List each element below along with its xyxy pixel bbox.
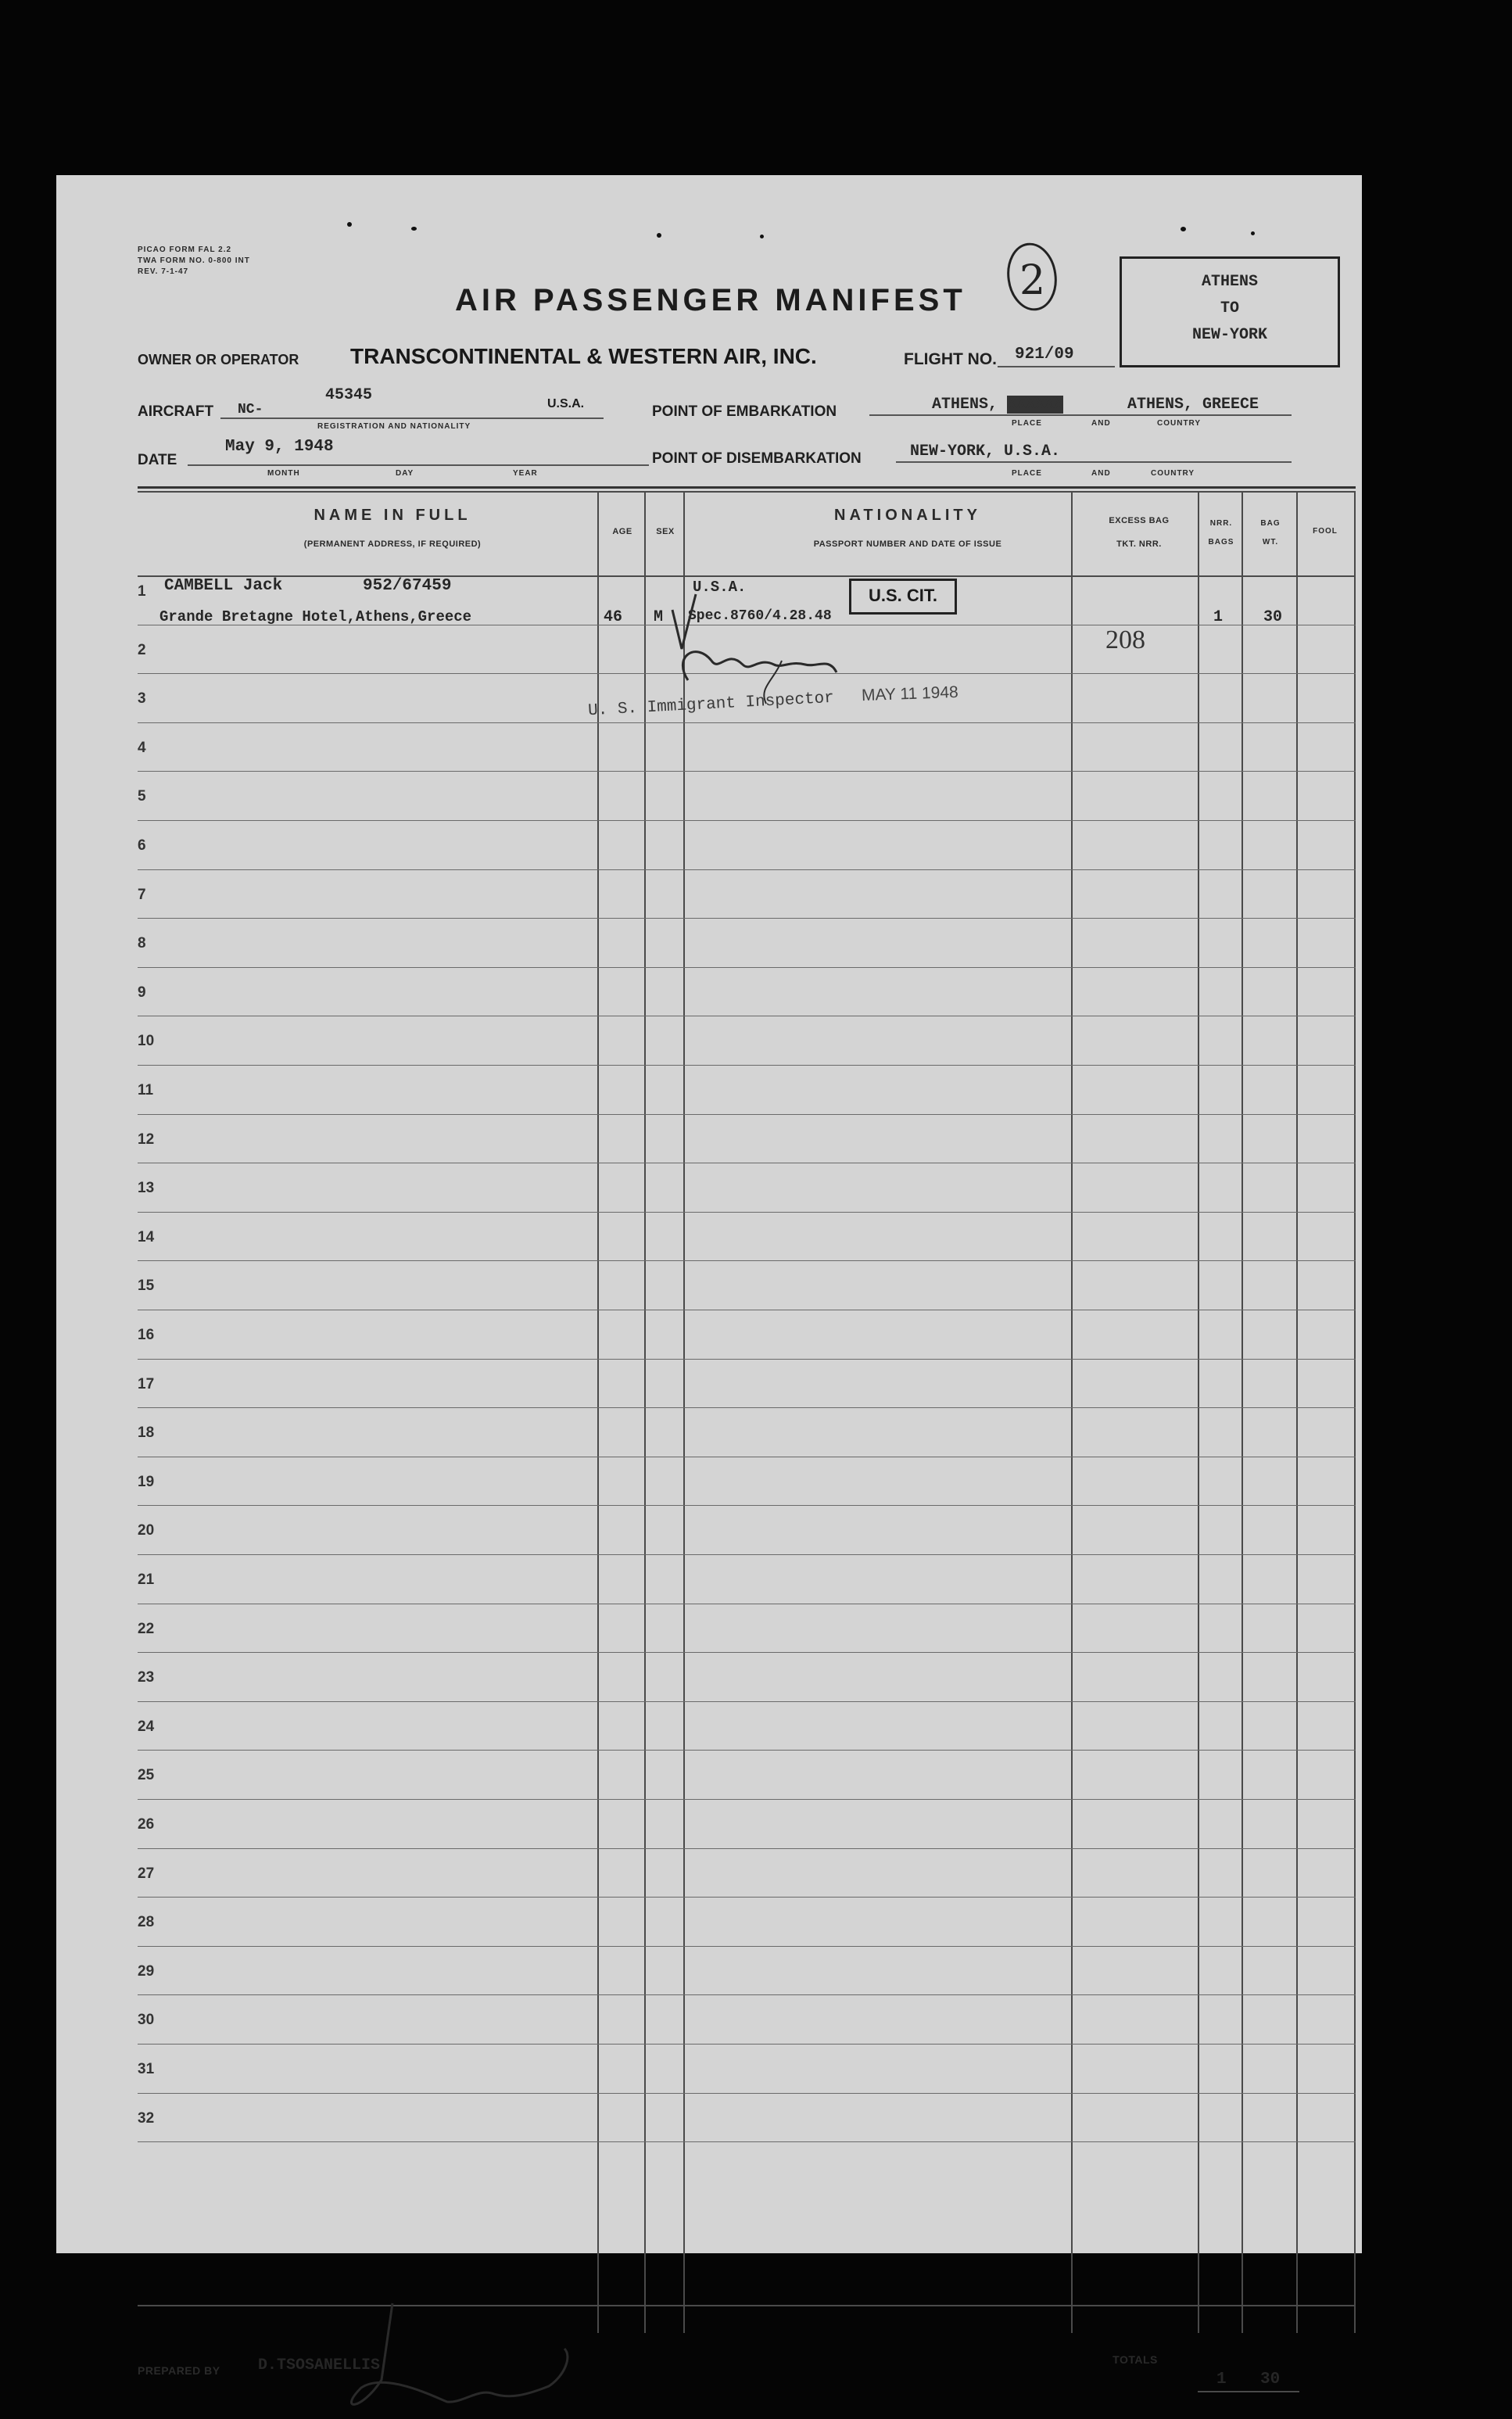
col-fol-header: FOOL bbox=[1313, 527, 1338, 536]
col-divider-right bbox=[1354, 491, 1356, 2333]
passenger-bags: 1 bbox=[1213, 608, 1224, 626]
disembark-caption-country: COUNTRY bbox=[1151, 469, 1195, 478]
form-code-2: TWA FORM NO. 0-800 INT bbox=[138, 256, 250, 265]
passenger-sex: M bbox=[654, 608, 664, 626]
row-rule bbox=[138, 1946, 1356, 1947]
col-bags-header-1: NRR. bbox=[1209, 519, 1233, 528]
date-caption-month: MONTH bbox=[267, 469, 300, 478]
route-destination: NEW-YORK bbox=[1191, 326, 1267, 344]
row-rule bbox=[138, 967, 1356, 968]
row-number-27: 27 bbox=[138, 1865, 155, 1882]
col-divider-fol bbox=[1296, 491, 1298, 2333]
disembarkation-value: NEW-YORK, U.S.A. bbox=[910, 443, 1061, 461]
row-rule bbox=[138, 1897, 1356, 1898]
ink-speck bbox=[347, 222, 352, 227]
prepared-by-label: PREPARED BY bbox=[138, 2364, 220, 2377]
passenger-name: CAMBELL Jack bbox=[164, 577, 283, 595]
row-number-29: 29 bbox=[138, 1963, 155, 1980]
disembark-caption-and: AND bbox=[1091, 469, 1111, 478]
preparer-signature bbox=[291, 2302, 588, 2419]
col-name-header: NAME IN FULL bbox=[314, 507, 471, 524]
route-origin: ATHENS bbox=[1201, 273, 1258, 291]
row-number-12: 12 bbox=[138, 1131, 155, 1148]
row-number-1: 1 bbox=[138, 583, 146, 600]
col-divider-excess bbox=[1071, 491, 1073, 2333]
row-rule bbox=[138, 1407, 1356, 1408]
row-rule bbox=[138, 1848, 1356, 1849]
disembark-caption-place: PLACE bbox=[1012, 469, 1042, 478]
col-excess-header-2: TKT. NRR. bbox=[1116, 539, 1162, 549]
row-rule bbox=[138, 1750, 1356, 1751]
row-number-15: 15 bbox=[138, 1278, 155, 1294]
row-number-8: 8 bbox=[138, 935, 146, 951]
passenger-address: Grande Bretagne Hotel,Athens,Greece bbox=[159, 608, 472, 625]
row-rule bbox=[138, 1260, 1356, 1261]
inspector-title: U. S. Immigrant Inspector bbox=[587, 689, 835, 721]
row-number-23: 23 bbox=[138, 1669, 155, 1686]
date-value: May 9, 1948 bbox=[225, 438, 334, 456]
ink-speck bbox=[1181, 227, 1186, 231]
col-weight-header-2: WT. bbox=[1262, 538, 1279, 547]
table-top-rule bbox=[138, 486, 1356, 489]
col-divider-sex bbox=[644, 491, 646, 2333]
row-number-10: 10 bbox=[138, 1033, 155, 1049]
page-title: AIR PASSENGER MANIFEST bbox=[455, 283, 966, 317]
ink-speck bbox=[760, 235, 764, 238]
row-number-28: 28 bbox=[138, 1914, 155, 1930]
flight-number: 921/09 bbox=[1015, 346, 1074, 364]
row-rule bbox=[138, 2141, 1356, 2142]
owner-label: OWNER OR OPERATOR bbox=[138, 352, 299, 367]
row-number-11: 11 bbox=[138, 1082, 154, 1098]
embarkation-value: ATHENS, GREECE bbox=[1127, 396, 1259, 414]
aircraft-number: 45345 bbox=[325, 386, 373, 404]
row-rule bbox=[138, 722, 1356, 723]
route-to: TO bbox=[1220, 299, 1239, 317]
passenger-number: 952/67459 bbox=[363, 577, 452, 595]
totals-underline bbox=[1198, 2391, 1299, 2392]
aircraft-label: AIRCRAFT bbox=[138, 403, 214, 420]
embark-caption-place: PLACE bbox=[1012, 419, 1042, 428]
row-number-17: 17 bbox=[138, 1376, 155, 1392]
table-top-rule-2 bbox=[138, 491, 1356, 493]
aircraft-prefix: NC- bbox=[238, 402, 263, 418]
embark-caption-and: AND bbox=[1091, 419, 1111, 428]
row-rule bbox=[138, 1994, 1356, 1995]
aircraft-country: U.S.A. bbox=[547, 397, 585, 410]
row-rule bbox=[138, 1701, 1356, 1702]
date-caption-year: YEAR bbox=[513, 469, 538, 478]
col-bags-header-2: BAGS bbox=[1208, 538, 1234, 547]
row-rule bbox=[138, 820, 1356, 821]
col-excess-header-1: EXCESS BAG bbox=[1109, 516, 1170, 525]
col-divider-bags bbox=[1198, 491, 1199, 2333]
page-mark-circle bbox=[1001, 238, 1063, 313]
row-number-18: 18 bbox=[138, 1425, 155, 1441]
total-bags: 1 bbox=[1216, 2371, 1227, 2389]
date-underline bbox=[188, 464, 649, 466]
excess-ticket-number: 208 bbox=[1105, 625, 1145, 654]
row-number-24: 24 bbox=[138, 1718, 155, 1735]
col-divider-nationality bbox=[683, 491, 685, 2333]
ink-speck bbox=[411, 227, 417, 231]
row-number-31: 31 bbox=[138, 2061, 155, 2077]
row-rule bbox=[138, 1652, 1356, 1653]
row-rule bbox=[138, 869, 1356, 870]
embark-caption-country: COUNTRY bbox=[1157, 419, 1202, 428]
header-bottom-rule bbox=[138, 575, 1356, 577]
page-mark-number: 2 bbox=[1019, 257, 1046, 304]
form-code-1: PICAO FORM FAL 2.2 bbox=[138, 245, 232, 254]
row-number-3: 3 bbox=[138, 690, 146, 707]
ink-speck bbox=[1251, 231, 1255, 235]
row-number-5: 5 bbox=[138, 788, 146, 805]
col-nationality-header: NATIONALITY bbox=[834, 507, 981, 524]
row-number-7: 7 bbox=[138, 887, 146, 903]
row-number-14: 14 bbox=[138, 1229, 155, 1245]
passenger-weight: 30 bbox=[1263, 608, 1283, 626]
ink-speck bbox=[657, 233, 661, 238]
passenger-age: 46 bbox=[604, 608, 623, 626]
passenger-passport: Spec.8760/4.28.48 bbox=[688, 608, 832, 624]
col-age-header: AGE bbox=[612, 527, 632, 536]
date-caption-day: DAY bbox=[396, 469, 414, 478]
embarkation-underline bbox=[869, 414, 1292, 416]
disembarkation-label: POINT OF DISEMBARKATION bbox=[652, 450, 862, 467]
row-rule bbox=[138, 918, 1356, 919]
row-number-22: 22 bbox=[138, 1621, 155, 1637]
row-number-32: 32 bbox=[138, 2110, 155, 2127]
flight-underline bbox=[998, 366, 1115, 367]
row-number-20: 20 bbox=[138, 1522, 155, 1539]
row-number-6: 6 bbox=[138, 837, 146, 854]
aircraft-underline bbox=[220, 418, 604, 419]
passenger-nationality: U.S.A. bbox=[693, 579, 747, 596]
row-number-26: 26 bbox=[138, 1816, 155, 1833]
aircraft-caption: REGISTRATION AND NATIONALITY bbox=[317, 422, 471, 431]
manifest-sheet bbox=[56, 175, 1362, 2389]
row-number-19: 19 bbox=[138, 1474, 155, 1490]
col-sex-header: SEX bbox=[656, 527, 675, 536]
date-label: DATE bbox=[138, 452, 177, 468]
row-rule bbox=[138, 1114, 1356, 1115]
row-rule bbox=[138, 1065, 1356, 1066]
col-divider-age bbox=[597, 491, 599, 2333]
embarkation-value-a: ATHENS, XXXXXX bbox=[932, 396, 1064, 414]
row-number-2: 2 bbox=[138, 642, 146, 658]
row-rule bbox=[138, 2044, 1356, 2045]
total-weight: 30 bbox=[1260, 2371, 1281, 2389]
row-rule bbox=[138, 2093, 1356, 2094]
owner-value: TRANSCONTINENTAL & WESTERN AIR, INC. bbox=[350, 344, 817, 368]
row-number-21: 21 bbox=[138, 1571, 155, 1588]
col-nationality-subheader: PASSPORT NUMBER AND DATE OF ISSUE bbox=[813, 539, 1002, 549]
embarkation-struck: XXXXXX bbox=[1007, 396, 1064, 414]
row-number-16: 16 bbox=[138, 1327, 155, 1343]
row-number-9: 9 bbox=[138, 984, 146, 1001]
totals-label: TOTALS bbox=[1113, 2353, 1158, 2366]
row-rule bbox=[138, 1799, 1356, 1800]
form-code-3: REV. 7-1-47 bbox=[138, 267, 189, 276]
row-number-13: 13 bbox=[138, 1180, 155, 1196]
disembarkation-underline bbox=[896, 461, 1292, 463]
col-weight-header-1: BAG bbox=[1260, 519, 1281, 528]
us-citizen-stamp-text: U.S. CIT. bbox=[868, 586, 937, 605]
inspector-stamp-date: MAY 11 1948 bbox=[861, 683, 959, 705]
row-rule bbox=[138, 1505, 1356, 1506]
row-number-4: 4 bbox=[138, 740, 146, 756]
row-number-30: 30 bbox=[138, 2012, 155, 2028]
col-divider-weight bbox=[1241, 491, 1243, 2333]
row-rule bbox=[138, 1554, 1356, 1555]
embarkation-label: POINT OF EMBARKATION bbox=[652, 403, 837, 420]
row-rule bbox=[138, 771, 1356, 772]
row-number-25: 25 bbox=[138, 1767, 155, 1783]
flight-label: FLIGHT NO. bbox=[904, 350, 997, 368]
route-box bbox=[1120, 256, 1340, 367]
prepared-by-name: D.TSOSANELLIS bbox=[258, 2356, 381, 2374]
row-rule bbox=[138, 1212, 1356, 1213]
row-rule bbox=[138, 1359, 1356, 1360]
col-name-subheader: (PERMANENT ADDRESS, IF REQUIRED) bbox=[303, 539, 482, 549]
